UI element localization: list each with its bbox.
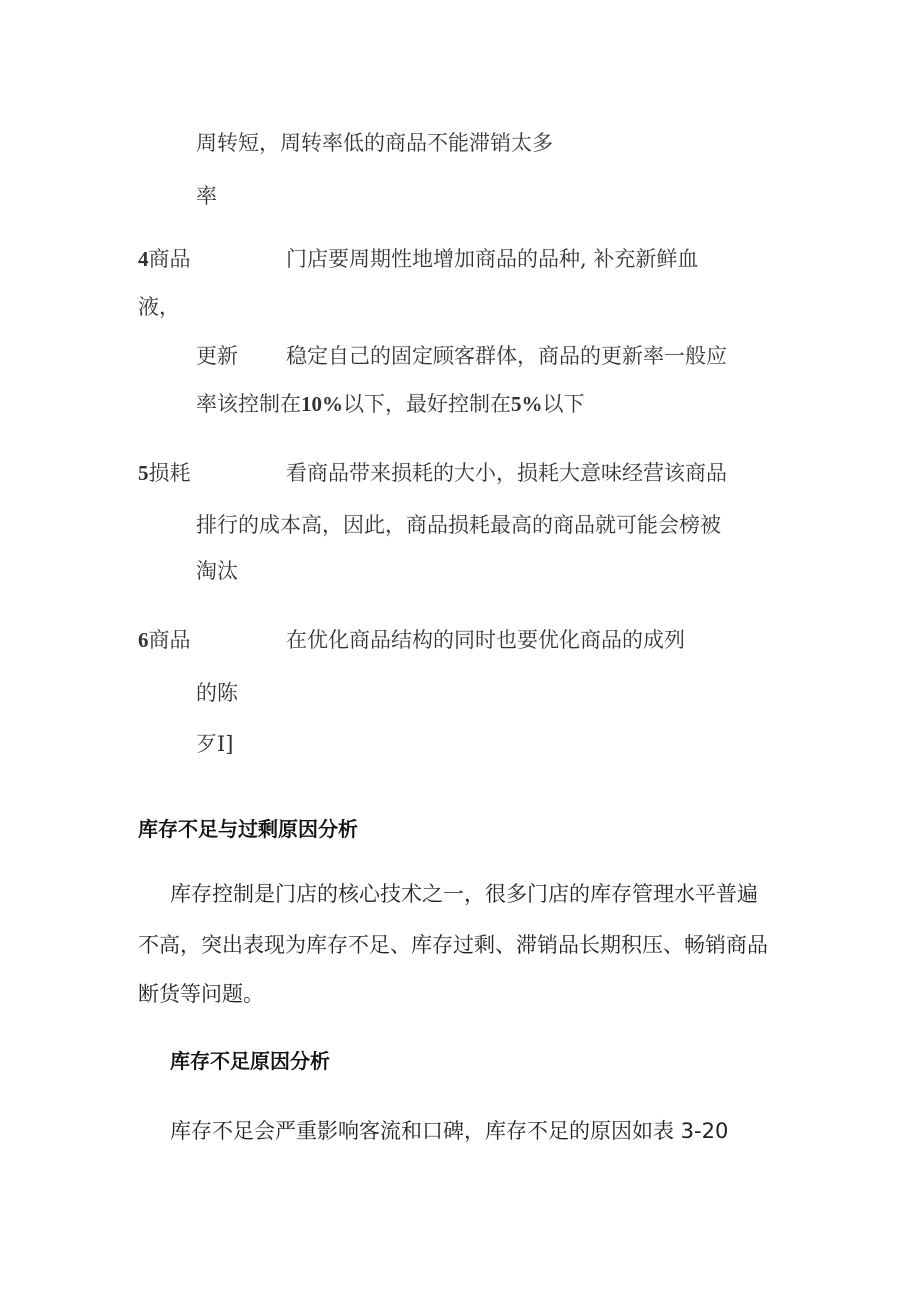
turnover-line-2: 率 xyxy=(196,184,217,208)
row6-line-3: 歹I] xyxy=(196,732,234,756)
row5-number: 5 xyxy=(138,461,149,485)
row5-line-3: 淘汰 xyxy=(196,559,238,583)
row4-desc-1: 门店要周期性地增加商品的品种, 补充新鲜血 xyxy=(286,247,699,271)
row6-number: 6 xyxy=(138,628,149,652)
para-line-1: 库存控制是门店的核心技术之一，很多门店的库存管理水平普遍 xyxy=(170,882,758,906)
row5-label-text: 损耗 xyxy=(148,461,191,485)
row4-line3-post: 以下 xyxy=(542,392,585,416)
sub-paragraph: 库存不足会严重影响客流和口碑，库存不足的原因如表 3-20 xyxy=(170,1119,729,1143)
row5-line-2: 排行的成本高，因此，商品损耗最高的商品就可能会榜被 xyxy=(196,513,721,537)
para-line-2: 不高，突出表现为库存不足、库存过剩、滞销品长期积压、畅销商品 xyxy=(138,933,768,957)
row5-desc-1: 看商品带来损耗的大小，损耗大意味经营该商品 xyxy=(286,461,727,485)
row4-label-2: 更新 xyxy=(196,344,238,368)
row4-line3-pre: 率该控制在 xyxy=(196,392,301,416)
row4-line-3 xyxy=(196,394,585,415)
subheading: 库存不足原因分析 xyxy=(170,1049,330,1073)
para-line-3: 断货等问题。 xyxy=(138,982,264,1006)
row4-label-text: 商品 xyxy=(148,247,191,271)
row6-line-2: 的陈 xyxy=(196,681,238,705)
row5-label xyxy=(138,463,191,484)
row4-number: 4 xyxy=(138,247,149,271)
row4-cont-1: 液， xyxy=(138,295,180,319)
row4-label xyxy=(138,249,191,270)
row6-label-text: 商品 xyxy=(148,628,191,652)
row4-desc-2: 稳定自己的固定顾客群体，商品的更新率一般应 xyxy=(286,344,727,368)
row4-line3-num2: 5% xyxy=(511,392,543,416)
row4-line3-num1: 10% xyxy=(301,392,343,416)
row6-label xyxy=(138,630,191,651)
row4-line3-mid: 以下，最好控制在 xyxy=(343,392,511,416)
turnover-line-1: 周转短，周转率低的商品不能滞销太多 xyxy=(196,131,553,155)
row6-desc-1: 在优化商品结构的同时也要优化商品的成列 xyxy=(286,628,685,652)
section-heading: 库存不足与过剩原因分析 xyxy=(138,817,358,841)
